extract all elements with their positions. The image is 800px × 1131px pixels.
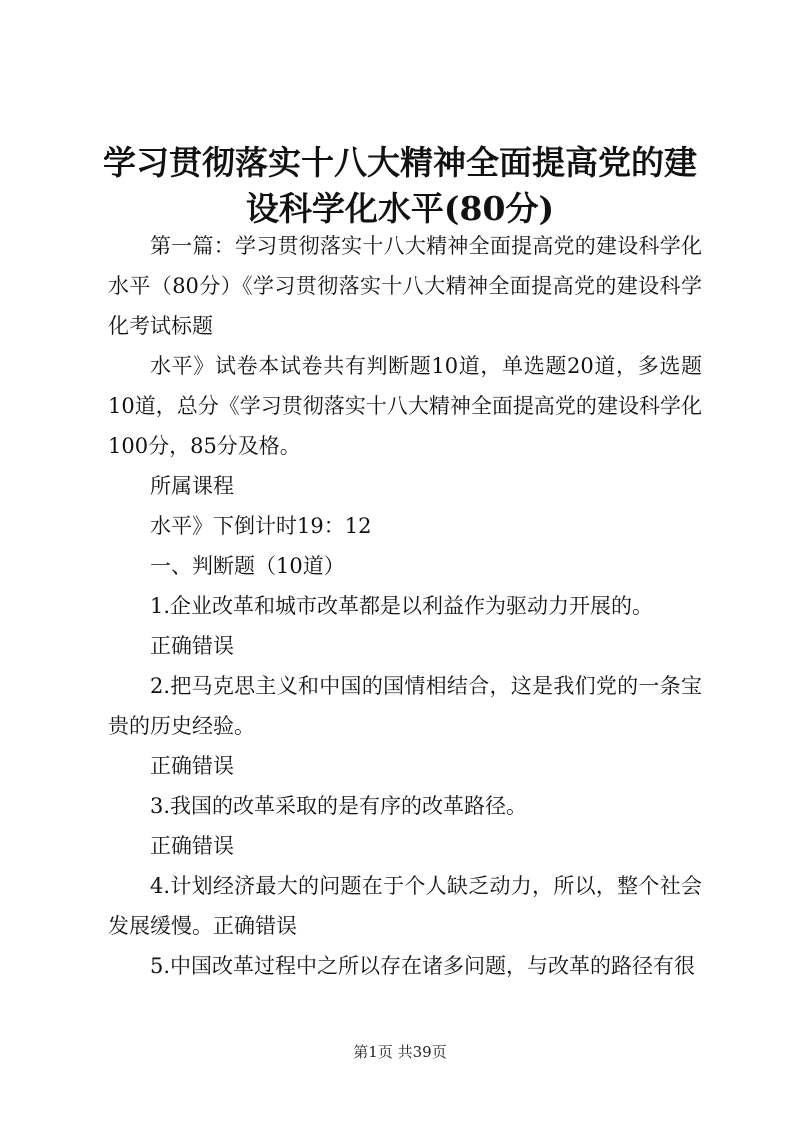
question-3: 3.我国的改革采取的是有序的改革路径。: [150, 794, 528, 818]
question-5: 5.中国改革过程中之所以存在诸多问题，与改革的路径有很: [150, 954, 696, 978]
document-title: 学习贯彻落实十八大精神全面提高党的建设科学化水平(80分): [103, 143, 697, 228]
question-2: 2.把马克思主义和中国的国情相结合，这是我们党的一条宝贵的历史经验。: [108, 674, 702, 738]
paragraph-intro: 第一篇：学习贯彻落实十八大精神全面提高党的建设科学化水平（80分）《学习贯彻落实十八大精神全面提高党的建设科学化考试标题: [108, 234, 702, 338]
question-1: 1.企业改革和城市改革都是以利益作为驱动力开展的。: [150, 594, 654, 618]
document-body: [108, 226, 702, 986]
question-4: 4.计划经济最大的问题在于个人缺乏动力，所以，整个社会发展缓慢。正确错误: [108, 874, 702, 938]
paragraph-exam-info: 水平》试卷本试卷共有判断题10道，单选题20道，多选题10道，总分《学习贯彻落实十八大精神全面提高党的建设科学化100分，85分及格。: [108, 354, 702, 458]
paragraph-course: 所属课程: [150, 474, 234, 498]
answer-options-2: 正确错误: [150, 754, 234, 778]
section-heading-true-false: 一、判断题（10道）: [150, 554, 345, 578]
answer-options-3: 正确错误: [150, 834, 234, 858]
page-footer: 第1页 共39页: [353, 1043, 447, 1061]
paragraph-countdown: 水平》下倒计时19：12: [150, 514, 372, 538]
answer-options-1: 正确错误: [150, 634, 234, 658]
